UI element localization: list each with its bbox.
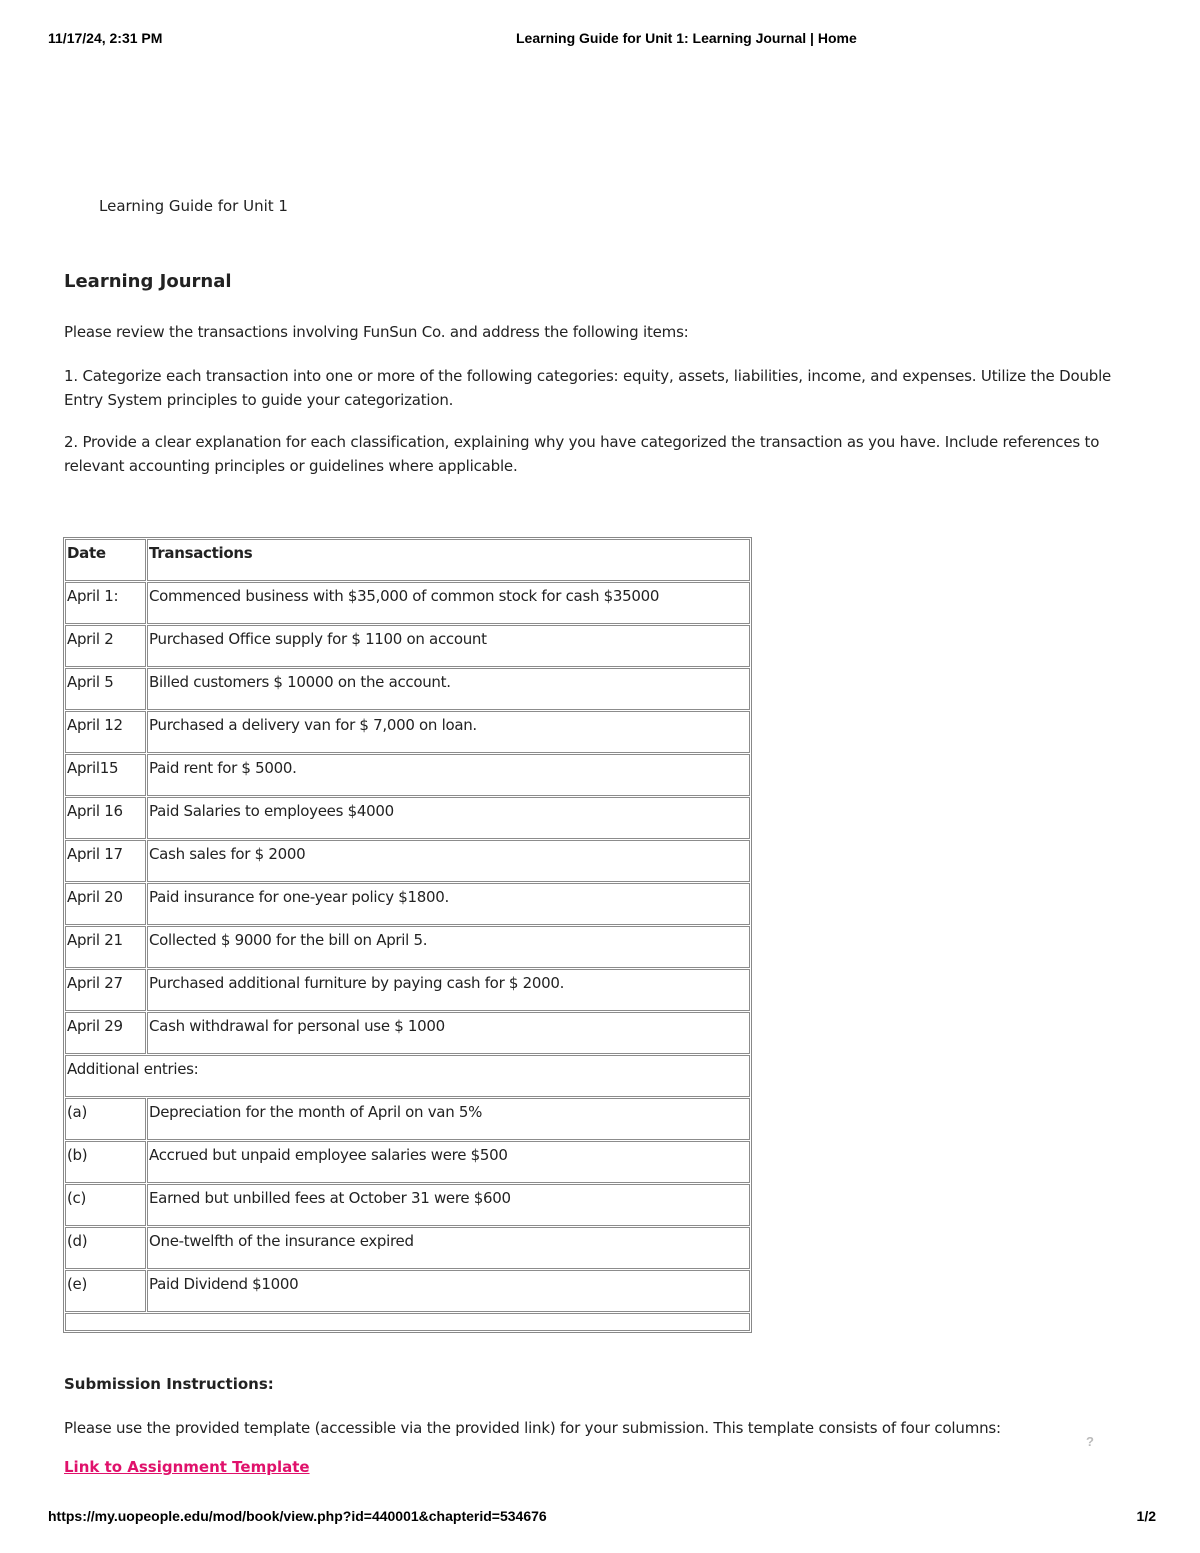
empty-cell bbox=[65, 1313, 750, 1331]
row-transaction: Purchased Office supply for $ 1100 on account bbox=[147, 625, 750, 667]
entry-letter: (b) bbox=[65, 1141, 146, 1183]
print-footer bbox=[48, 1508, 1156, 1528]
intro-text: Please review the transactions involving FunSun Co. and address the following items: bbox=[64, 323, 689, 341]
table-row bbox=[65, 883, 750, 925]
row-date: April 12 bbox=[65, 711, 146, 753]
print-page-title: Learning Guide for Unit 1: Learning Journal | Home bbox=[516, 30, 857, 46]
row-date: April15 bbox=[65, 754, 146, 796]
table-row bbox=[65, 797, 750, 839]
row-date: April 5 bbox=[65, 668, 146, 710]
row-date: April 1: bbox=[65, 582, 146, 624]
table-row bbox=[65, 582, 750, 624]
table-row bbox=[65, 840, 750, 882]
table-row bbox=[65, 1270, 750, 1312]
print-datetime: 11/17/24, 2:31 PM bbox=[48, 30, 163, 46]
help-icon[interactable]: ? bbox=[1086, 1434, 1094, 1449]
page-number: 1/2 bbox=[1136, 1508, 1156, 1524]
row-date: April 17 bbox=[65, 840, 146, 882]
table-row bbox=[65, 1141, 750, 1183]
instruction-item-1: 1. Categorize each transaction into one or more of the following categories: equity, assets, liabilities, income, and expenses. Utilize the Double Entry System principles to guide your categorization. bbox=[64, 367, 1112, 409]
column-header-date: Date bbox=[65, 539, 146, 581]
entry-description: One-twelfth of the insurance expired bbox=[147, 1227, 750, 1269]
additional-entries-row bbox=[65, 1055, 750, 1097]
table-row bbox=[65, 926, 750, 968]
table-row bbox=[65, 1227, 750, 1269]
print-header bbox=[48, 30, 1152, 50]
row-transaction: Purchased additional furniture by paying cash for $ 2000. bbox=[147, 969, 750, 1011]
row-transaction: Billed customers $ 10000 on the account. bbox=[147, 668, 750, 710]
entry-letter: (e) bbox=[65, 1270, 146, 1312]
row-transaction: Cash withdrawal for personal use $ 1000 bbox=[147, 1012, 750, 1054]
additional-entries-label: Additional entries: bbox=[65, 1055, 750, 1097]
empty-table-row bbox=[65, 1313, 750, 1331]
table-row bbox=[65, 711, 750, 753]
table-row bbox=[65, 1184, 750, 1226]
page-title: Learning Journal bbox=[64, 271, 232, 292]
entry-description: Paid Dividend $1000 bbox=[147, 1270, 750, 1312]
row-date: April 27 bbox=[65, 969, 146, 1011]
row-date: April 29 bbox=[65, 1012, 146, 1054]
entry-letter: (d) bbox=[65, 1227, 146, 1269]
row-date: April 2 bbox=[65, 625, 146, 667]
table-row bbox=[65, 754, 750, 796]
book-title: Learning Guide for Unit 1 bbox=[99, 197, 288, 215]
entry-description: Depreciation for the month of April on van 5% bbox=[147, 1098, 750, 1140]
row-transaction: Cash sales for $ 2000 bbox=[147, 840, 750, 882]
entry-letter: (c) bbox=[65, 1184, 146, 1226]
submission-text: Please use the provided template (accessible via the provided link) for your submission. This template consists of four columns: bbox=[64, 1419, 1001, 1437]
assignment-template-link[interactable]: Link to Assignment Template bbox=[64, 1458, 310, 1476]
transactions-table bbox=[63, 537, 752, 1333]
row-transaction: Collected $ 9000 for the bill on April 5. bbox=[147, 926, 750, 968]
row-date: April 20 bbox=[65, 883, 146, 925]
table-row bbox=[65, 969, 750, 1011]
row-transaction: Commenced business with $35,000 of common stock for cash $35000 bbox=[147, 582, 750, 624]
row-transaction: Purchased a delivery van for $ 7,000 on loan. bbox=[147, 711, 750, 753]
submission-heading: Submission Instructions: bbox=[64, 1375, 274, 1393]
table-row bbox=[65, 668, 750, 710]
entry-description: Earned but unbilled fees at October 31 were $600 bbox=[147, 1184, 750, 1226]
column-header-transactions: Transactions bbox=[147, 539, 750, 581]
row-transaction: Paid Salaries to employees $4000 bbox=[147, 797, 750, 839]
row-transaction: Paid insurance for one-year policy $1800. bbox=[147, 883, 750, 925]
instruction-item-2: 2. Provide a clear explanation for each classification, explaining why you have categorized the transaction as you have. Include references to relevant accounting principles or guidelines where applicable. bbox=[64, 433, 1100, 475]
row-date: April 16 bbox=[65, 797, 146, 839]
entry-letter: (a) bbox=[65, 1098, 146, 1140]
table-header-row bbox=[65, 539, 750, 581]
row-transaction: Paid rent for $ 5000. bbox=[147, 754, 750, 796]
print-url: https://my.uopeople.edu/mod/book/view.php?id=440001&chapterid=534676 bbox=[48, 1508, 547, 1524]
table-row bbox=[65, 1098, 750, 1140]
table-row bbox=[65, 625, 750, 667]
row-date: April 21 bbox=[65, 926, 146, 968]
entry-description: Accrued but unpaid employee salaries were $500 bbox=[147, 1141, 750, 1183]
table-row bbox=[65, 1012, 750, 1054]
